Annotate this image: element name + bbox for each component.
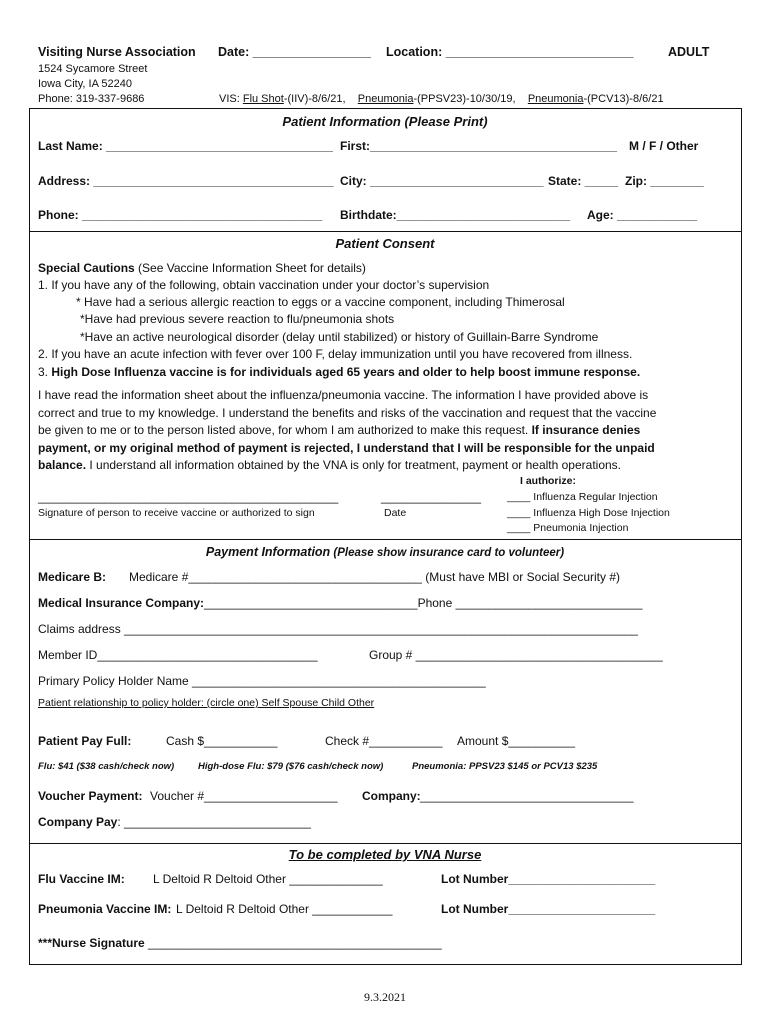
vis-line: VIS: Flu Shot-(IIV)-8/6/21, Pneumonia-(PPSV23)-10/30/19, Pneumonia-(PCV13)-8/6/21 [219,93,664,105]
authorize-influenza-regular[interactable]: ____ Influenza Regular Injection [507,491,658,503]
pneumonia-lot-number-field[interactable]: Lot Number______________________ [441,902,656,916]
vis-pneumonia-2: Pneumonia [527,93,584,105]
caution-item-3: 3. High Dose Influenza vaccine is for individuals aged 65 years and older to help boost immune response. [38,365,641,379]
member-id-field[interactable]: Member ID_________________________________ [38,648,318,662]
birthdate-field[interactable]: Birthdate:__________________________ [340,208,571,222]
phone-field[interactable]: Phone: ____________________________________ [38,208,323,222]
first-name-field[interactable]: First:_____________________________________ [340,139,617,153]
consent-para-line-3: be given to me or to the person listed above, for whom I am authorized to make this request. If insurance denies [38,423,641,437]
org-street: 1524 Sycamore Street [38,63,148,75]
caution-bullet-2: *Have had previous severe reaction to flu/pneumonia shots [80,312,395,326]
flu-vaccine-site-options[interactable]: L Deltoid R Deltoid Other ______________ [153,872,383,886]
flu-vaccine-label: Flu Vaccine IM: [38,872,125,886]
consent-para-line-5: balance. I understand all information obtained by the VNA is only for treatment, payment or health operations. [38,458,622,472]
sex-field[interactable]: M / F / Other [629,139,699,153]
authorize-pneumonia[interactable]: ____ Pneumonia Injection [507,522,629,534]
org-phone: Phone: 319-337-9686 [38,93,145,105]
voucher-number-field[interactable]: Voucher #____________________ [150,789,338,803]
flu-price: Flu: $41 ($38 cash/check now) [38,761,175,772]
last-name-field[interactable]: Last Name: __________________________________ [38,139,333,153]
org-name: Visiting Nurse Association [38,45,196,59]
insurance-company-field[interactable]: ________________________________Phone ____________________________ [204,596,643,610]
patient-consent-title: Patient Consent [335,236,435,251]
special-cautions: Special Cautions (See Vaccine Information Sheet for details) [38,261,366,275]
nurse-signature-field[interactable]: ***Nurse Signature ____________________________________________ [38,936,442,950]
voucher-payment-label: Voucher Payment: [38,789,143,803]
address-field[interactable]: Address: ____________________________________ [38,174,334,188]
company-field[interactable]: ________________________________ [420,789,634,803]
group-number-field[interactable]: Group # _____________________________________ [369,648,663,662]
consent-para-line-2: correct and true to my knowledge. I understand the benefits and risks of the vaccination and request that the vaccine [38,406,657,420]
signature-date-label: Date [384,507,407,519]
age-field[interactable]: Age: ____________ [587,208,698,222]
revision-date: 9.3.2021 [364,990,406,1004]
signature-line[interactable]: _____________________________________________ [38,490,339,504]
company-pay-field[interactable]: Company Pay: ____________________________ [38,815,311,829]
org-city: Iowa City, IA 52240 [38,78,132,90]
signature-date-line[interactable]: _______________ [381,490,482,504]
adult-label: ADULT [668,45,710,59]
medicare-label: Medicare B: [38,570,107,584]
amount-field[interactable]: Amount $__________ [457,734,576,748]
policy-holder-field[interactable]: Primary Policy Holder Name ____________________________________________ [38,674,486,688]
check-field[interactable]: Check #___________ [325,734,443,748]
claims-address-field[interactable]: Claims address _____________________________________________________________________________ [38,622,638,636]
patient-pay-full-label: Patient Pay Full: [38,734,132,748]
state-field[interactable]: State: _____ [548,174,619,188]
caution-bullet-3: *Have an active neurological disorder (delay until stabilized) or history of Guillain-Barre Syndrome [80,330,599,344]
authorize-influenza-high-dose[interactable]: ____ Influenza High Dose Injection [507,507,670,519]
caution-bullet-1: * Have had a serious allergic reaction to eggs or a vaccine component, including Thimerosal [76,295,565,309]
consent-para-line-1: I have read the information sheet about the influenza/pneumonia vaccine. The information I have provided above is [38,388,649,402]
medicare-number-field[interactable]: Medicare #___________________________________ (Must have MBI or Social Security #) [129,570,621,584]
caution-item-2: 2. If you have an acute infection with fever over 100 F, delay immunization until you have recovered from illness. [38,347,633,361]
nurse-section-title: To be completed by VNA Nurse [288,847,482,862]
pneumonia-price: Pneumonia: PPSV23 $145 or PCV13 $235 [412,761,598,772]
date-field[interactable]: Date: _________________ [218,45,371,59]
location-field[interactable]: Location: ___________________________ [386,45,634,59]
flu-lot-number-field[interactable]: Lot Number______________________ [441,872,656,886]
high-dose-price: High-dose Flu: $79 ($76 cash/check now) [198,761,384,772]
cash-field[interactable]: Cash $___________ [166,734,278,748]
pneumonia-vaccine-label: Pneumonia Vaccine IM: [38,902,172,916]
patient-relationship-field[interactable]: Patient relationship to policy holder: (circle one) Self Spouse Child Other [38,697,375,709]
insurance-company-label: Medical Insurance Company: [38,596,205,610]
consent-para-line-4: payment, or my original method of payment is rejected, I understand that I will be responsible for the unpaid [38,441,655,455]
i-authorize-label: I authorize: [520,475,577,487]
vis-pneumonia-1: Pneumonia [357,93,414,105]
city-field[interactable]: City: __________________________ [340,174,544,188]
vis-flu: Flu Shot [242,93,284,105]
patient-info-title: Patient Information (Please Print) [282,114,488,129]
signature-label: Signature of person to receive vaccine or authorized to sign [38,507,315,519]
zip-field[interactable]: Zip: ________ [625,174,704,188]
company-label: Company: [362,789,421,803]
pneumonia-vaccine-site-options[interactable]: L Deltoid R Deltoid Other ____________ [176,902,393,916]
payment-info-title: Payment Information (Please show insurance card to volunteer) [205,545,565,559]
caution-item-1: 1. If you have any of the following, obtain vaccination under your doctor’s supervision [38,278,490,292]
